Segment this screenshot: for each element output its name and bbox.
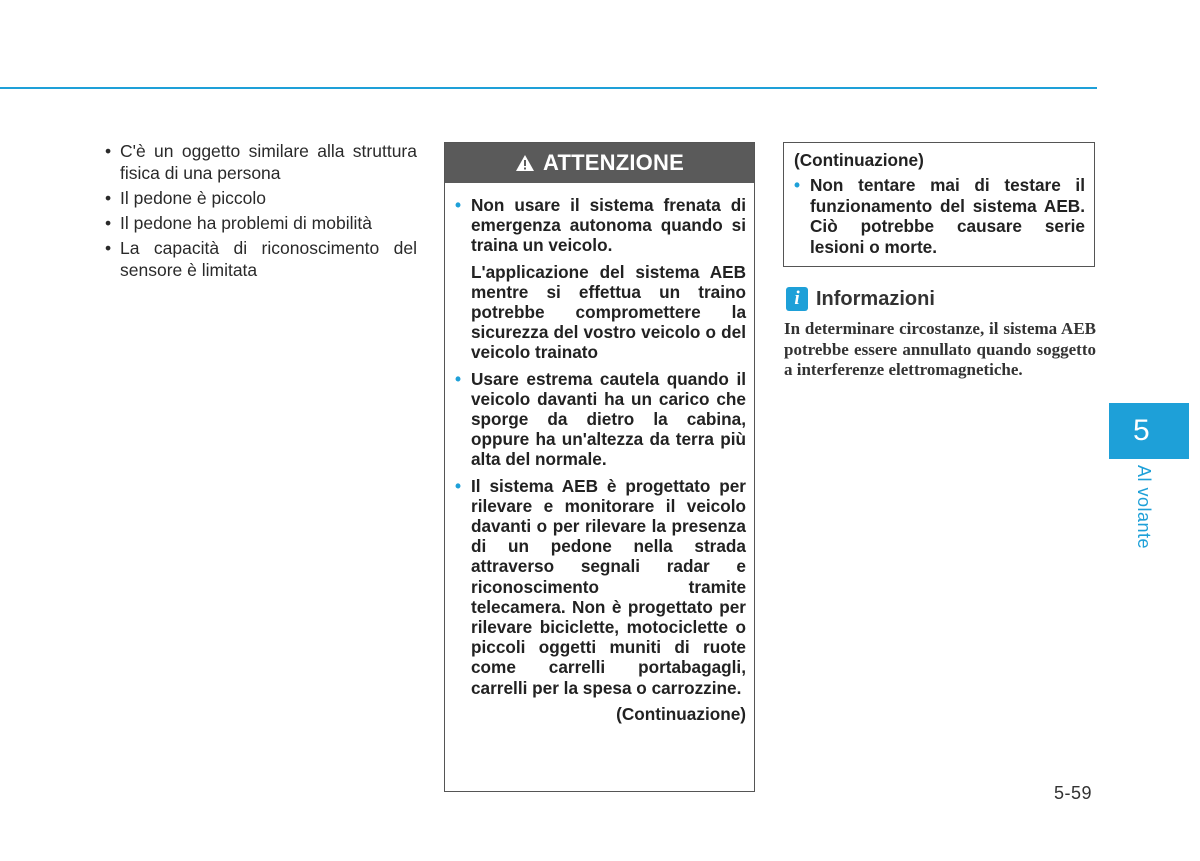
chapter-title: Al volante — [1134, 465, 1154, 550]
left-column — [105, 140, 417, 284]
list-item: • Il pedone è piccolo — [105, 187, 417, 209]
continuation-header: (Continuazione) — [794, 150, 924, 170]
chapter-tab: 5 — [1109, 403, 1189, 459]
warning-item: • Usare estrema cautela quando il veicolo davanti ha un carico che sporge da dietro la cabina, oppure ha un'altezza da terra più alta del normale. — [455, 369, 746, 470]
warning-item: • Non tentare mai di testare il funzionamento del sistema AEB. Ciò potrebbe causare serie lesioni o morte. — [794, 175, 1085, 257]
list-item: • La capacità di riconoscimento del sensore è limitata — [105, 237, 417, 281]
info-text: In determinare circostanze, il sistema AEB potrebbe essere annullato quando soggetto a interferenze elettromagnetiche. — [784, 319, 1096, 379]
continued-warning-box — [783, 142, 1095, 267]
warning-header — [445, 143, 754, 183]
warning-paragraph: L'applicazione del sistema AEB mentre si effettua un traino potrebbe compromettere la sicurezza del vostro veicolo o del veicolo trainato — [471, 261, 746, 363]
info-header — [786, 287, 935, 311]
condition-list — [105, 140, 417, 281]
list-item: • Il pedone ha problemi di mobilità — [105, 212, 417, 234]
list-item: • C'è un oggetto similare alla struttura fisica di una persona — [105, 140, 417, 184]
page-number: 5-59 — [1054, 783, 1093, 803]
warning-title: ATTENZIONE — [543, 150, 684, 175]
continuation-label: (Continuazione) — [616, 703, 746, 724]
warning-box — [444, 142, 755, 792]
warning-body — [445, 183, 754, 724]
info-title: Informazioni — [816, 287, 935, 310]
warning-item: • Non usare il sistema frenata di emergenza autonoma quando si traina un veicolo. — [455, 195, 746, 256]
top-rule — [0, 87, 1097, 89]
warning-item: • Il sistema AEB è progettato per rilevare e monitorare il veicolo davanti o per rilevare la presenza di un pedone nella strada attraverso segnali radar e riconoscimento tramite telecamera. Non è progettato per rilevare biciclette, motociclette o piccoli oggetti muniti di ruote come carrelli portabagagli, carrelli per la spesa o carrozzine. — [455, 476, 746, 698]
info-icon: i — [786, 287, 808, 311]
warning-triangle-icon — [515, 154, 535, 172]
